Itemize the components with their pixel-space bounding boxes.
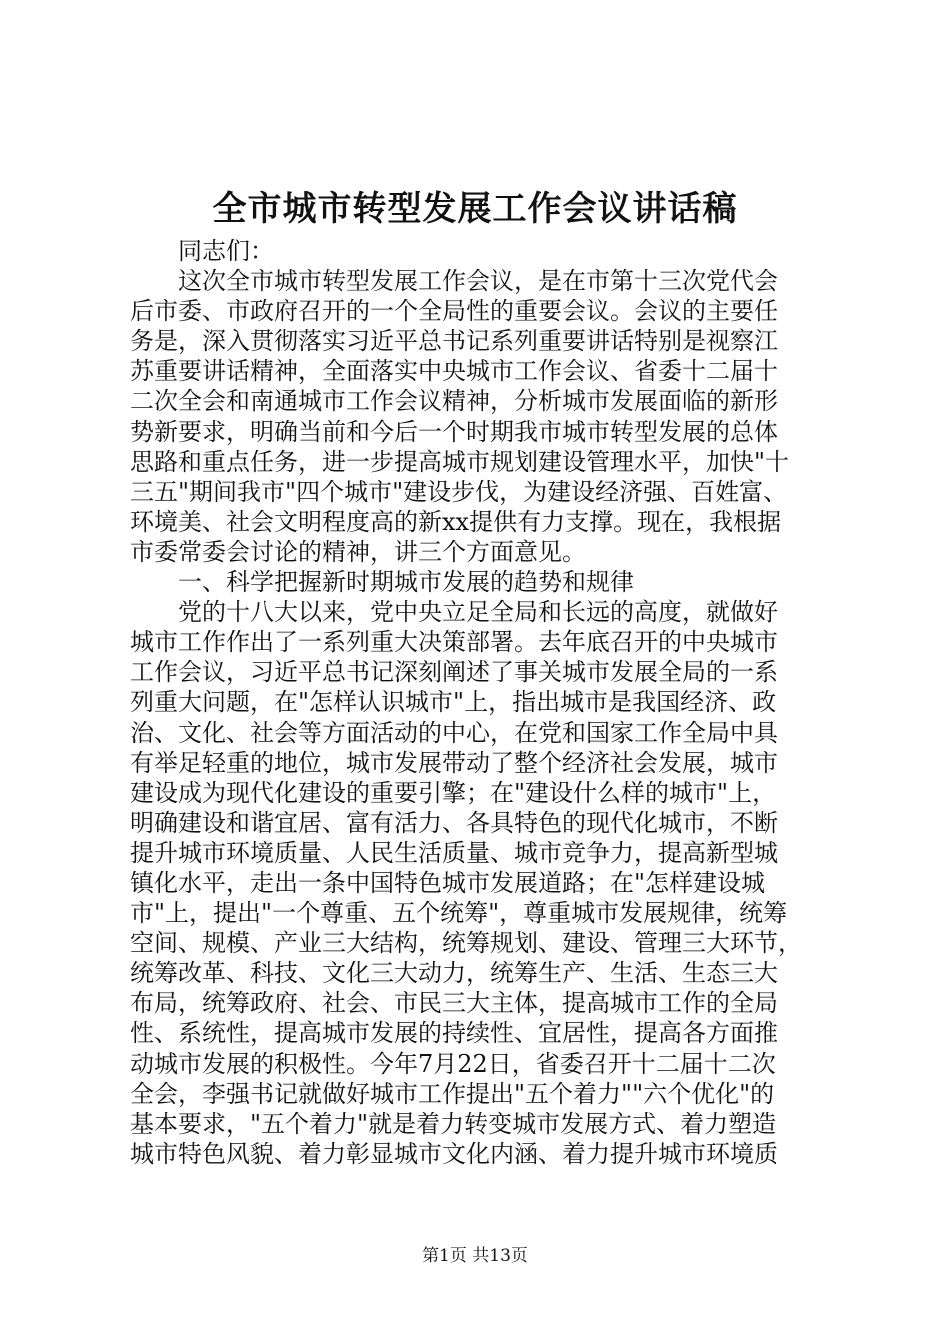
text-line: 同志们：: [130, 237, 274, 265]
text-line: 市"上，提出"一个尊重、五个统筹"，尊重城市发展规律，统筹: [130, 899, 788, 928]
text-line: 提升城市环境质量、人民生活质量、城市竞争力，提高新型城: [130, 838, 778, 867]
text-line: 党的十八大以来，党中央立足全局和长远的高度，就做好: [130, 598, 778, 627]
text-line: 市委常委会讨论的精神，讲三个方面意见。: [130, 537, 586, 566]
text-line: 二次全会和南通城市工作会议精神，分析城市发展面临的新形: [130, 387, 778, 416]
text-line: 治、文化、社会等方面活动的中心，在党和国家工作全局中具: [130, 718, 778, 747]
text-line: 环境美、社会文明程度高的新xx提供有力支撑。现在，我根据: [130, 507, 782, 536]
document-body: [130, 236, 830, 1169]
text-line: 空间、规模、产业三大结构，统筹规划、建设、管理三大环节，: [130, 929, 802, 958]
text-line: 一、科学把握新时期城市发展的趋势和规律: [130, 568, 634, 597]
text-line: 有举足轻重的地位，城市发展带动了整个经济社会发展，城市: [130, 748, 778, 777]
text-line: 布局，统筹政府、社会、市民三大主体，提高城市工作的全局: [130, 989, 778, 1018]
text-line: 势新要求，明确当前和今后一个时期我市城市转型发展的总体: [130, 417, 778, 446]
text-line: 三五"期间我市"四个城市"建设步伐，为建设经济强、百姓富、: [130, 477, 788, 506]
text-line: 全会，李强书记就做好城市工作提出"五个着力""六个优化"的: [130, 1079, 775, 1108]
text-line: 这次全市城市转型发展工作会议，是在市第十三次党代会: [130, 267, 778, 296]
text-line: 列重大问题，在"怎样认识城市"上，指出城市是我国经济、政: [130, 688, 777, 717]
document-title: 全市城市转型发展工作会议讲话稿: [212, 189, 738, 229]
text-line: 动城市发展的积极性。今年7月22日，省委召开十二届十二次: [130, 1049, 776, 1078]
text-line: 统筹改革、科技、文化三大动力，统筹生产、生活、生态三大: [130, 959, 778, 988]
text-line: 务是，深入贯彻落实习近平总书记系列重要讲话特别是视察江: [130, 327, 778, 356]
text-line: 镇化水平，走出一条中国特色城市发展道路；在"怎样建设城: [130, 868, 766, 897]
page-footer: 第1页 共13页: [422, 1246, 528, 1266]
text-line: 苏重要讲话精神，全面落实中央城市工作会议、省委十二届十: [130, 357, 778, 386]
text-line: 基本要求，"五个着力"就是着力转变城市发展方式、着力塑造: [130, 1109, 777, 1138]
text-line: 明确建设和谐宜居、富有活力、各具特色的现代化城市，不断: [130, 808, 778, 837]
text-line: 城市特色风貌、着力彰显城市文化内涵、着力提升城市环境质: [130, 1139, 778, 1168]
text-line: 城市工作作出了一系列重大决策部署。去年底召开的中央城市: [130, 628, 778, 657]
text-line: 建设成为现代化建设的重要引擎；在"建设什么样的城市"上，: [130, 778, 777, 807]
text-line: 思路和重点任务，进一步提高城市规划建设管理水平，加快"十: [130, 447, 790, 476]
text-line: 后市委、市政府召开的一个全局性的重要会议。会议的主要任: [130, 297, 778, 326]
text-line: 工作会议，习近平总书记深刻阐述了事关城市发展全局的一系: [130, 658, 778, 687]
text-line: 性、系统性，提高城市发展的持续性、宜居性，提高各方面推: [130, 1019, 778, 1048]
